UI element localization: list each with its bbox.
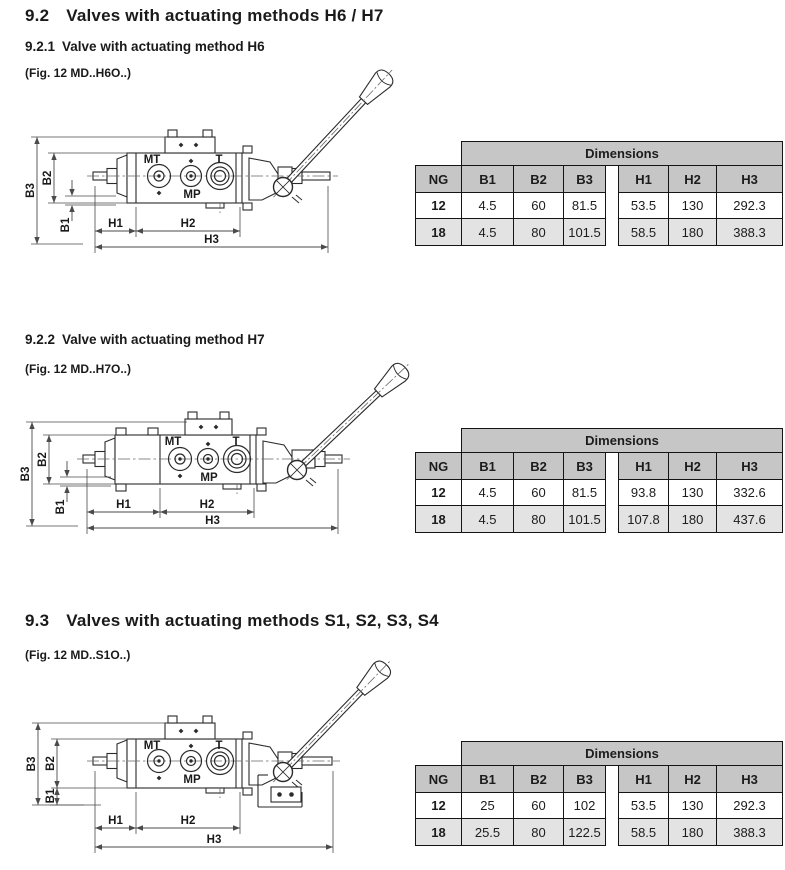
dim-label: H2 xyxy=(180,218,196,230)
table-value: 4.5 xyxy=(462,219,514,246)
section-title: Valve with actuating method H7 xyxy=(62,332,265,347)
section-title: Valves with actuating methods H6 / H7 xyxy=(66,6,384,25)
table-value: 130 xyxy=(669,793,717,819)
dim-label: B2 xyxy=(37,452,49,467)
dim-label: H2 xyxy=(199,499,215,511)
column-header-h1: H1 xyxy=(619,453,669,480)
table-title-dimensions: Dimensions xyxy=(462,142,783,166)
column-header-ng: NG xyxy=(416,766,462,793)
column-header-h2: H2 xyxy=(669,453,717,480)
table-value: 81.5 xyxy=(564,480,606,506)
table-value: 107.8 xyxy=(619,506,669,533)
table-gap-cell xyxy=(606,166,619,193)
column-header-h3: H3 xyxy=(717,453,783,480)
table-value: 81.5 xyxy=(564,193,606,219)
port-label-t: T xyxy=(232,436,240,448)
valve-figure xyxy=(25,63,399,253)
port-label-mt: MT xyxy=(164,436,182,448)
port-label-t: T xyxy=(215,740,223,752)
column-header-b2: B2 xyxy=(514,166,564,193)
section-title: Valve with actuating method H6 xyxy=(62,39,265,54)
dim-label: B1 xyxy=(60,217,72,233)
dimensions-table-h7 xyxy=(415,428,783,533)
column-header-b1: B1 xyxy=(462,166,514,193)
table-value: 388.3 xyxy=(717,819,783,846)
table-value: 60 xyxy=(514,480,564,506)
section-number: 9.3 xyxy=(25,611,50,630)
dimensions-table-h6 xyxy=(415,141,783,246)
table-row-ng: 12 xyxy=(416,480,462,506)
table-value: 4.5 xyxy=(462,193,514,219)
port-label-mp: MP xyxy=(183,189,201,201)
port-label-t: T xyxy=(215,154,223,166)
dim-label: H3 xyxy=(204,234,219,246)
section-heading-9-2-1 xyxy=(25,39,265,54)
table-gap-cell xyxy=(606,819,619,846)
table-row-ng: 18 xyxy=(416,219,462,246)
port-label-mp: MP xyxy=(183,774,201,786)
table-value: 53.5 xyxy=(619,193,669,219)
column-header-h1: H1 xyxy=(619,766,669,793)
column-header-b1: B1 xyxy=(462,766,514,793)
dim-label: H1 xyxy=(108,815,123,827)
table-value: 80 xyxy=(514,506,564,533)
table-value: 437.6 xyxy=(717,506,783,533)
table-row-ng: 12 xyxy=(416,193,462,219)
table-blank-cell xyxy=(416,142,462,166)
table-value: 332.6 xyxy=(717,480,783,506)
dim-label: B3 xyxy=(25,183,37,198)
section-heading-9-2-2 xyxy=(25,332,265,347)
valve-drawing-h7 xyxy=(20,360,445,565)
section-title: Valves with actuating methods S1, S2, S3, S4 xyxy=(66,611,439,630)
dim-label: H1 xyxy=(116,499,131,511)
table-title-dimensions: Dimensions xyxy=(462,429,783,453)
dim-label: H2 xyxy=(180,815,196,827)
table-value: 4.5 xyxy=(462,480,514,506)
table-value: 4.5 xyxy=(462,506,514,533)
table-value: 25.5 xyxy=(462,819,514,846)
table-gap-cell xyxy=(606,506,619,533)
table-gap-cell xyxy=(606,219,619,246)
column-header-h1: H1 xyxy=(619,166,669,193)
dim-label: B1 xyxy=(55,499,67,515)
table-value: 25 xyxy=(462,793,514,819)
table-value: 53.5 xyxy=(619,793,669,819)
dim-label: B3 xyxy=(20,466,32,482)
table-value: 60 xyxy=(514,793,564,819)
table-blank-cell xyxy=(416,429,462,453)
dim-label: B2 xyxy=(45,756,57,771)
column-header-b3: B3 xyxy=(564,766,606,793)
column-header-b3: B3 xyxy=(564,166,606,193)
dim-label: H3 xyxy=(206,834,222,846)
port-label-mt: MT xyxy=(143,154,161,166)
table-value: 180 xyxy=(669,219,717,246)
dimensions-table xyxy=(415,141,783,246)
table-row-ng: 12 xyxy=(416,793,462,819)
table-value: 180 xyxy=(669,819,717,846)
table-title-dimensions: Dimensions xyxy=(462,742,783,766)
dimensions-table xyxy=(415,741,783,846)
valve-drawing-s1 xyxy=(25,655,440,870)
table-value: 292.3 xyxy=(717,193,783,219)
table-value: 130 xyxy=(669,480,717,506)
dim-label: B2 xyxy=(42,170,54,186)
column-header-ng: NG xyxy=(416,453,462,480)
table-value: 292.3 xyxy=(717,793,783,819)
port-label-mt: MT xyxy=(143,740,161,752)
section-number: 9.2 xyxy=(25,6,50,25)
figure-caption-h6: (Fig. 12 MD..H6O..) xyxy=(25,66,132,80)
column-header-ng: NG xyxy=(416,166,462,193)
dim-label: B3 xyxy=(26,756,38,772)
table-value: 101.5 xyxy=(564,219,606,246)
column-header-b1: B1 xyxy=(462,453,514,480)
table-value: 80 xyxy=(514,819,564,846)
table-value: 130 xyxy=(669,193,717,219)
dim-label: H1 xyxy=(108,218,123,230)
valve-drawing-h6 xyxy=(25,62,425,262)
column-header-h2: H2 xyxy=(669,166,717,193)
table-value: 102 xyxy=(564,793,606,819)
table-value: 60 xyxy=(514,193,564,219)
table-gap-cell xyxy=(606,793,619,819)
table-value: 80 xyxy=(514,219,564,246)
table-value: 93.8 xyxy=(619,480,669,506)
figure-caption-h7: (Fig. 12 MD..H7O..) xyxy=(25,362,132,376)
valve-figure xyxy=(26,655,397,853)
port-label-mp: MP xyxy=(200,472,218,484)
table-row-ng: 18 xyxy=(416,506,462,533)
column-header-b2: B2 xyxy=(514,453,564,480)
table-gap-cell xyxy=(606,193,619,219)
dimensions-table-s1 xyxy=(415,741,783,846)
table-value: 58.5 xyxy=(619,819,669,846)
dim-label: H3 xyxy=(205,515,220,527)
column-header-h2: H2 xyxy=(669,766,717,793)
column-header-h3: H3 xyxy=(717,766,783,793)
column-header-b2: B2 xyxy=(514,766,564,793)
valve-figure xyxy=(20,360,416,534)
table-value: 388.3 xyxy=(717,219,783,246)
dim-label: B1 xyxy=(45,788,57,804)
dimensions-table xyxy=(415,428,783,533)
table-value: 58.5 xyxy=(619,219,669,246)
table-value: 180 xyxy=(669,506,717,533)
table-blank-cell xyxy=(416,742,462,766)
column-header-h3: H3 xyxy=(717,166,783,193)
section-number: 9.2.1 xyxy=(25,39,56,54)
figure-caption-s1: (Fig. 12 MD..S1O..) xyxy=(25,648,131,662)
section-number: 9.2.2 xyxy=(25,332,56,347)
section-heading-9-3 xyxy=(25,611,439,631)
table-value: 101.5 xyxy=(564,506,606,533)
table-value: 122.5 xyxy=(564,819,606,846)
table-gap-cell xyxy=(606,453,619,480)
table-row-ng: 18 xyxy=(416,819,462,846)
column-header-b3: B3 xyxy=(564,453,606,480)
table-gap-cell xyxy=(606,766,619,793)
table-gap-cell xyxy=(606,480,619,506)
section-heading-9-2 xyxy=(25,6,384,26)
